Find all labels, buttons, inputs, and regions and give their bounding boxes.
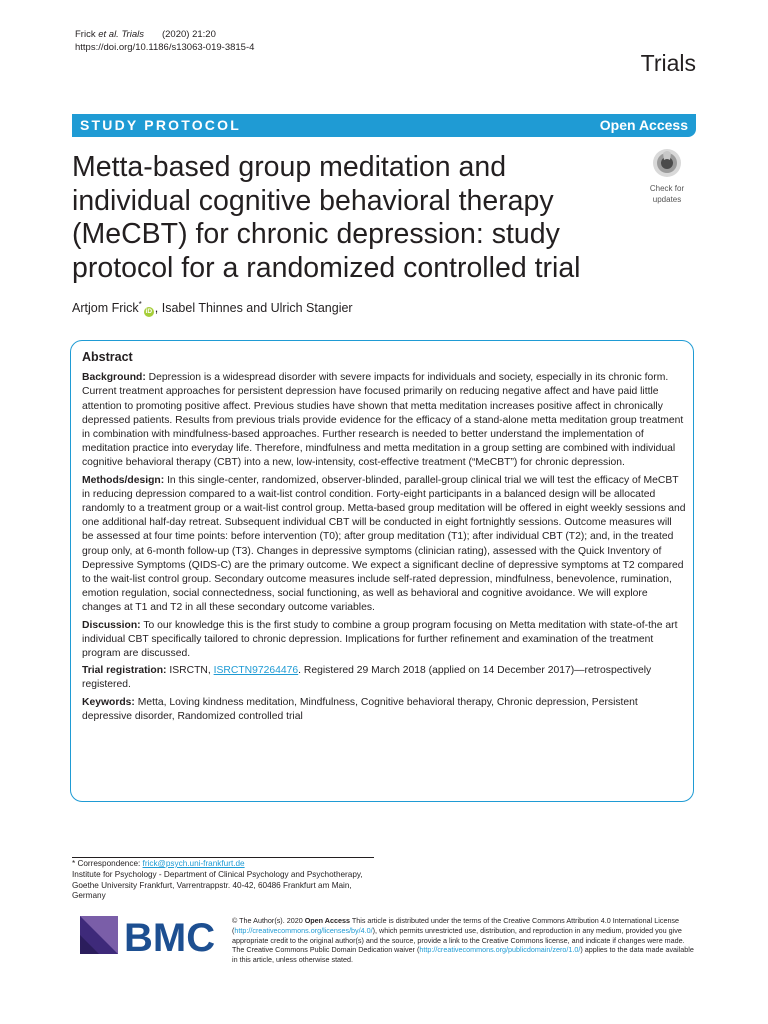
trial-pre: ISRCTN, [169, 665, 214, 677]
discussion-label: Discussion: [82, 619, 141, 631]
citation-journal: et al. Trials [98, 29, 144, 40]
author-rest: , Isabel Thinnes and Ulrich Stangier [154, 301, 353, 316]
correspondence-note [72, 859, 382, 902]
abstract-trial-registration [82, 664, 686, 692]
abstract-heading: Abstract [82, 350, 133, 364]
article-type: STUDY PROTOCOL [80, 117, 241, 133]
correspondence-affiliation: Institute for Psychology - Department of Clinical Psychology and Psychotherapy, Goethe University Frankfurt, Varrentrappstr. 40-42, 60486 Frankfurt am Main, Germany [72, 869, 363, 901]
check-updates-line2: updates [652, 194, 682, 204]
check-updates-line1: Check for [649, 184, 685, 193]
correspondence-line [72, 859, 382, 870]
license-open-access: Open Access [304, 916, 350, 925]
correspondence-label: * Correspondence: [72, 859, 143, 868]
correspondence-email-link[interactable]: frick@psych.uni-frankfurt.de [142, 859, 245, 868]
methods-text: In this single-center, randomized, observer-blinded, parallel-group clinical trial we will test the efficacy of MeCBT in reducing depression compared to a wait-list control condition. Forty-eight participants in a balanced design will be allocated randomly to a treatment group or a wait-list control group. Metta-based group meditation will be offered in eight weekly sessions and one additional half-day retreat. Subsequent individual CBT will be conducted in eight fortnightly sessions. Outcome measures will be assessed at four time points: before intervention (T0); after group meditation (T1); after individual CBT (T2); and, in the treated group only, at 6-month follow-up (T3). Changes in depressive symptoms (clinician rating), assessed with the Quick Inventory of Depressive Symptoms (QIDS-C) are the primary outcome. We expect a significant decline of depressive symptoms at T2 compared to the wait-list control group. Secondary outcome measures include self-rated depression, mindfulness, benevolence, rumination, emotion regulation, social connectedness, social functioning, as well as behavioral and cognitive avoidance. We will explore changes at T1 and T2 in all these secondary outcome variables. [82, 474, 686, 614]
license-url-link[interactable]: http://creativecommons.org/licenses/by/4.0/ [234, 925, 373, 935]
citation-year-volume: (2020) 21:20 [161, 29, 216, 40]
author-list [72, 300, 353, 317]
trial-id-link[interactable]: ISRCTN97264476 [213, 665, 299, 677]
author-first[interactable]: Artjom Frick [72, 301, 139, 316]
trial-post: . Registered 29 March 2018 (applied on 14 December 2017)—retrospectively registered. [82, 665, 652, 691]
citation-header [75, 28, 254, 54]
license-statement [232, 916, 697, 965]
article-title: Metta-based group meditation and individual cognitive behavioral therapy (MeCBT) for chronic depression: study protocol for a randomized controlled trial [72, 151, 581, 284]
article-type-banner [72, 114, 696, 137]
footnote-rule [72, 857, 374, 858]
check-updates-icon [652, 148, 682, 178]
check-for-updates-button[interactable] [641, 148, 693, 202]
orcid-icon[interactable]: iD [145, 308, 153, 316]
citation-line [75, 28, 254, 41]
methods-label: Methods/design: [82, 474, 165, 486]
abstract-box [70, 340, 694, 802]
background-label: Background: [82, 372, 146, 384]
abstract-keywords [82, 696, 686, 724]
citation-authors: Frick [75, 29, 99, 40]
doi-link[interactable]: https://doi.org/10.1186/s13063-019-3815-4 [75, 42, 255, 53]
corresponding-mark: * [138, 300, 142, 309]
journal-logo: Trials [640, 50, 696, 76]
abstract-discussion [82, 619, 686, 662]
keywords-label: Keywords: [82, 696, 135, 708]
abstract-background [82, 371, 686, 470]
license-text-3: ) applies to the data made available in this article, unless otherwise stated. [232, 945, 694, 965]
abstract-methods [82, 474, 686, 616]
keywords-text: Metta, Loving kindness meditation, Mindfulness, Cognitive behavioral therapy, Chronic depression, Persistent depressive disorder, Randomized controlled trial [82, 696, 638, 722]
bmc-logo [78, 912, 218, 960]
background-text: Depression is a widespread disorder with severe impacts for individuals and society, especially in its chronic form. Current treatment approaches for persistent depression have focused primarily on reducing negative affect and have paid little attention to promoting positive affect. Previous studies have shown that metta meditation increases positive affect in chronically depressed patients. Results from previous trials provide evidence for the efficacy of a stand-alone metta meditation group treatment in combination with mindfulness-based approaches. Further research is needed to better understand the implementation of meditation practice into everyday life. Therefore, mindfulness and metta meditation in a group setting are combined with individual cognitive behavioral therapy (CBT) into a new, low-intensity, cost-effective treatment (“MeCBT”) for chronic depression. [82, 372, 684, 469]
bmc-wordmark: BMC [124, 916, 216, 960]
license-text-1: This article is distributed under the terms of the Creative Commons Attribution 4.0 International License ( [232, 916, 680, 935]
copyright-text: © The Author(s). 2020 [232, 916, 305, 925]
trial-label: Trial registration: [82, 665, 167, 677]
open-access-label: Open Access [599, 117, 688, 133]
public-domain-url-link[interactable]: http://creativecommons.org/publicdomain/zero/1.0/ [419, 945, 581, 955]
abstract-content [82, 350, 686, 727]
license-text-2: ), which permits unrestricted use, distribution, and reproduction in any medium, provided you give appropriate credit to the original author(s) and the source, provide a link to the Creative Commons license, and indicate if changes were made. The Creative Commons Public Domain Dedication waiver ( [232, 925, 685, 955]
discussion-text: To our knowledge this is the first study to combine a group program focusing on Metta meditation with state-of-the art individual CBT specifically tailored to chronic depression. Implications for further refinement and examination of the treatment program are discussed. [82, 619, 678, 660]
